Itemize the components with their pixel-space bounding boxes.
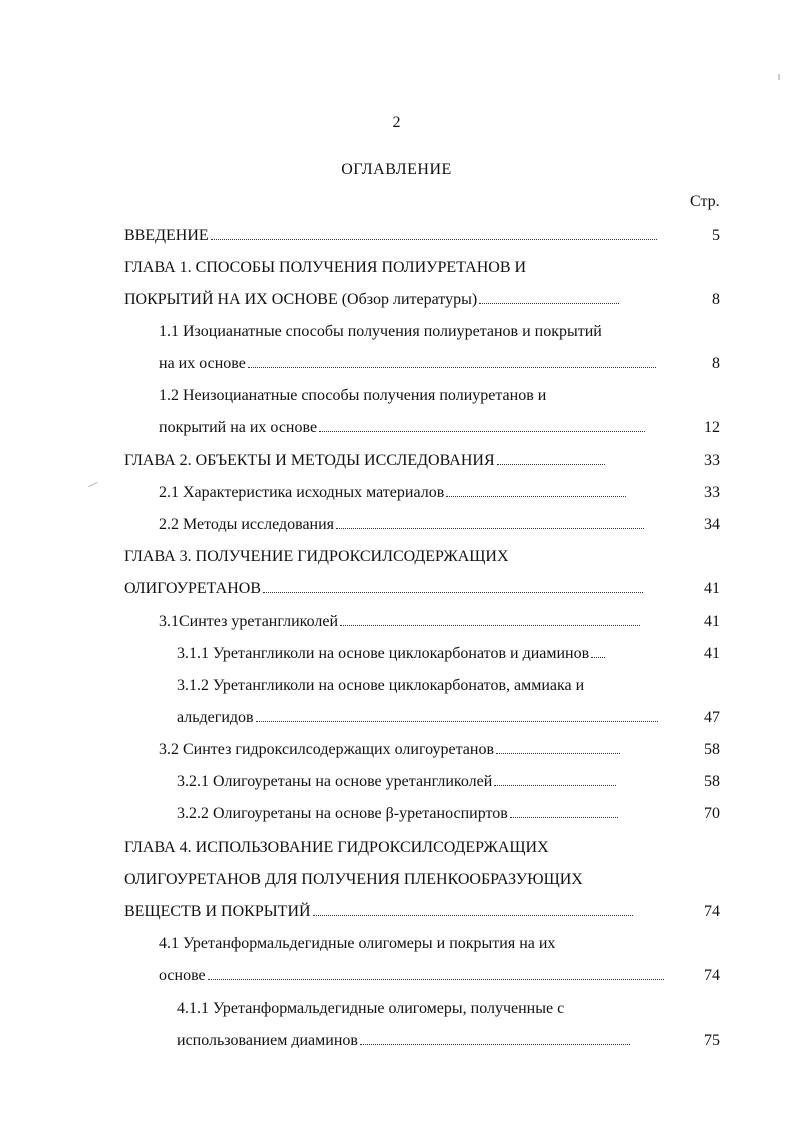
toc-entry-3-2-2[interactable] — [0, 805, 793, 829]
entry-text: использованием диаминов — [177, 1032, 358, 1049]
toc-entry-3-1-1[interactable] — [0, 645, 793, 669]
entry-page: 34 — [704, 516, 720, 533]
dot-leader — [256, 720, 658, 722]
toc-entry-chapter-3-line-1[interactable] — [0, 548, 793, 572]
dot-leader — [446, 495, 626, 497]
toc-entry-chapter-3-line-2[interactable] — [0, 580, 793, 604]
toc-entry-3-1-2-line-1[interactable] — [0, 677, 793, 701]
entry-page: 70 — [704, 805, 720, 822]
entry-text: ВЕЩЕСТВ И ПОКРЫТИЙ — [124, 903, 311, 920]
toc-entry-3-1-2-line-2[interactable] — [0, 709, 793, 733]
entry-text: 3.1Синтез уретангликолей — [159, 613, 339, 630]
entry-page: 75 — [704, 1032, 720, 1049]
toc-entry-introduction[interactable] — [0, 227, 793, 251]
toc-entry-chapter-2[interactable] — [0, 452, 793, 476]
dot-leader — [211, 238, 657, 240]
toc-entry-1-2-line-1[interactable] — [0, 387, 793, 411]
dot-leader — [496, 752, 620, 754]
dot-leader — [360, 1043, 630, 1045]
toc-entry-chapter-4-line-2[interactable] — [0, 871, 793, 895]
entry-text: 4.1 Уретанформальдегидные олигомеры и покрытия на их — [159, 935, 556, 952]
entry-text: основе — [159, 967, 206, 984]
entry-text: ОЛИГОУРЕТАНОВ — [124, 580, 261, 597]
dot-leader — [319, 430, 645, 432]
entry-page: 74 — [704, 903, 720, 920]
toc-entry-1-1-line-2[interactable] — [0, 355, 793, 379]
entry-text: ОЛИГОУРЕТАНОВ ДЛЯ ПОЛУЧЕНИЯ ПЛЕНКООБРАЗУЮЩИХ — [124, 871, 583, 888]
entry-page: 8 — [712, 355, 720, 372]
dot-leader — [510, 816, 618, 818]
entry-page: 5 — [712, 227, 720, 244]
entry-page: 8 — [712, 291, 720, 308]
entry-text: ГЛАВА 1. СПОСОБЫ ПОЛУЧЕНИЯ ПОЛИУРЕТАНОВ И — [124, 259, 527, 276]
entry-page: 33 — [704, 484, 720, 501]
entry-text: 3.2.1 Олигоуретаны на основе уретангликолей — [177, 773, 493, 790]
entry-text: ПОКРЫТИЙ НА ИХ ОСНОВЕ (Обзор литературы) — [124, 291, 478, 308]
toc-entry-4-1-line-1[interactable] — [0, 935, 793, 959]
entry-text: на их основе — [159, 355, 246, 372]
toc-entry-4-1-1-line-2[interactable] — [0, 1032, 793, 1056]
toc-entry-2-2[interactable] — [0, 516, 793, 540]
entry-text: 2.2 Методы исследования — [159, 516, 335, 533]
entry-text: ВВЕДЕНИЕ — [124, 227, 209, 244]
toc-entry-3-2-1[interactable] — [0, 773, 793, 797]
entry-page: 12 — [704, 419, 720, 436]
dot-leader — [479, 302, 619, 304]
entry-text: покрытий на их основе — [159, 419, 318, 436]
entry-page: 41 — [704, 580, 720, 597]
entry-text: 2.1 Характеристика исходных материалов — [159, 484, 445, 501]
entry-text: 4.1.1 Уретанформальдегидные олигомеры, полученные с — [177, 1000, 565, 1017]
toc-entry-chapter-4-line-1[interactable] — [0, 839, 793, 863]
dot-leader — [497, 463, 605, 465]
entry-text: ГЛАВА 2. ОБЪЕКТЫ И МЕТОДЫ ИССЛЕДОВАНИЯ — [124, 452, 495, 469]
dot-leader — [494, 784, 616, 786]
toc-entry-3-1[interactable] — [0, 613, 793, 637]
toc-entry-1-2-line-2[interactable] — [0, 419, 793, 443]
entry-text: 1.2 Неизоцианатные способы получения полиуретанов и — [159, 387, 547, 404]
entry-text: альдегидов — [177, 709, 254, 726]
entry-text: 3.2 Синтез гидроксилсодержащих олигоуретанов — [159, 741, 495, 758]
toc-entry-2-1[interactable] — [0, 484, 793, 508]
entry-text: ГЛАВА 4. ИСПОЛЬЗОВАНИЕ ГИДРОКСИЛСОДЕРЖАЩИХ — [124, 839, 549, 856]
entry-page: 58 — [704, 773, 720, 790]
dot-leader — [340, 624, 640, 626]
dot-leader — [591, 656, 605, 658]
dot-leader — [208, 978, 664, 980]
dot-leader — [263, 591, 643, 593]
toc-entry-4-1-1-line-1[interactable] — [0, 1000, 793, 1024]
entry-text: 1.1 Изоцианатные способы получения полиуретанов и покрытий — [159, 323, 602, 340]
entry-page: 47 — [704, 709, 720, 726]
entry-page: 74 — [704, 967, 720, 984]
scan-mark — [778, 74, 780, 80]
entry-page: 41 — [704, 645, 720, 662]
toc-entry-1-1-line-1[interactable] — [0, 323, 793, 347]
toc-entry-chapter-4-line-3[interactable] — [0, 903, 793, 927]
pages-column-header: Стр. — [690, 193, 720, 210]
entry-text: 3.1.2 Уретангликоли на основе циклокарбонатов, аммиака и — [177, 677, 585, 694]
entry-page: 33 — [704, 452, 720, 469]
entry-page: 58 — [704, 741, 720, 758]
dot-leader — [248, 366, 656, 368]
entry-text: ГЛАВА 3. ПОЛУЧЕНИЕ ГИДРОКСИЛСОДЕРЖАЩИХ — [124, 548, 509, 565]
toc-entry-3-2[interactable] — [0, 741, 793, 765]
entry-text: 3.2.2 Олигоуретаны на основе β-уретаноспиртов — [177, 805, 508, 822]
entry-text: 3.1.1 Уретангликоли на основе циклокарбонатов и диаминов — [177, 645, 590, 662]
toc-entry-chapter-1-line-1[interactable] — [0, 259, 793, 283]
entry-page: 41 — [704, 613, 720, 630]
dot-leader — [336, 527, 644, 529]
toc-entry-chapter-1-line-2[interactable] — [0, 291, 793, 315]
toc-entry-4-1-line-2[interactable] — [0, 967, 793, 991]
page-number: 2 — [392, 114, 401, 131]
dot-leader — [313, 914, 633, 916]
toc-title: ОГЛАВЛЕНИЕ — [341, 161, 452, 178]
